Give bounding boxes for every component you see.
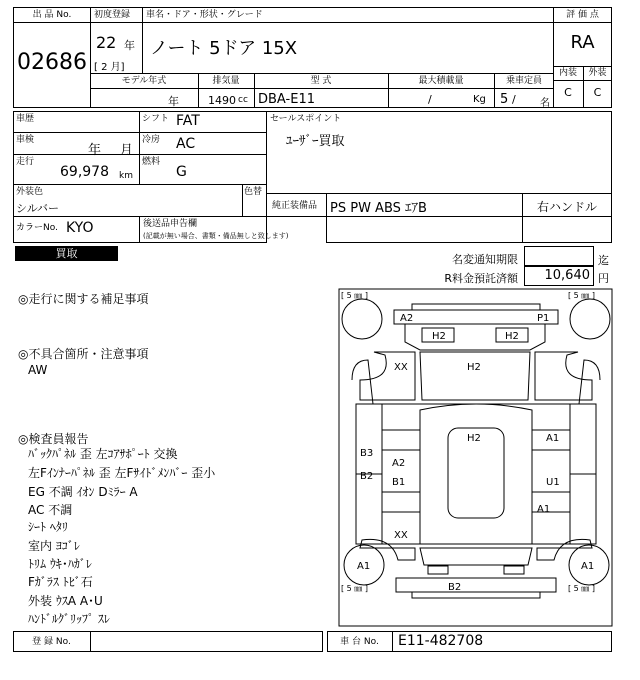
mark-right-rear-a1: A1 [537,504,551,515]
ac-value: AC [176,136,196,152]
sales-point-text: ﾕｰｻﾞｰ買取 [286,134,345,149]
history-label: 車歴 [16,114,35,124]
purchase-banner: 買取 [15,246,118,261]
color-no: KYO [66,220,94,236]
handle-side: 右ハンドル [536,200,597,214]
inspection-month: 月 [120,143,134,158]
lot-no-label: 出 品 No. [32,10,72,20]
report-line: 左Fｲﾝﾅｰﾊﾟﾈﾙ 歪 左Fｻｲﾄﾞﾒﾝﾊﾞｰ 歪小 [28,466,216,480]
inspection-label: 車検 [16,135,35,145]
mark-fender-xx: XX [394,362,408,373]
capacity-label: 乗車定員 [505,76,542,86]
tire-depth-front-left: [ 5 ㎜ ] [341,291,368,300]
chassis-no-label: 車 台 No. [340,637,379,647]
color-change-label: 色替 [244,187,263,197]
report-line: 室内 ﾖｺﾞﾚ [28,539,80,553]
front-fender-left [360,352,415,400]
equipment-items: PS PW ABS ｴｱB [330,201,427,216]
driving-notes-label: ◎走行に関する補足事項 [18,292,149,306]
report-line: ﾊﾞｯｸﾊﾟﾈﾙ 歪 左ｺｱｻﾎﾟｰﾄ 交換 [28,447,178,461]
recycle-value: 10,640 [544,268,590,283]
shift-value: FAT [176,113,200,129]
ac-label: 冷房 [142,135,161,145]
recycle-label: R料金預託済額 [444,272,518,285]
reg-no-label: 登 録 No. [32,637,71,647]
report-line: ｼｰﾄ ﾍﾀﾘ [28,520,68,534]
car-damage-diagram [338,288,614,628]
front-fender-right [535,352,592,400]
mark-u1: U1 [546,477,560,488]
tire-depth-rear-left: [ 5 ㎜ ] [341,584,368,593]
capacity-slash: / [512,93,516,106]
notice-field [524,246,594,266]
front-bumper [394,310,558,324]
fuel-value: G [176,164,187,180]
model-year-label: モデル年式 [121,76,167,86]
mark-rear-xx: XX [394,530,408,541]
hood [420,352,530,400]
chassis-no: E11-482708 [398,633,484,649]
grade-value: RA [570,32,595,53]
notice-label: 名変通知期限 [452,253,518,266]
inspection-year: 年 [88,143,102,158]
mark-roof-h2: H2 [467,433,481,444]
mark-wheel-left-a1: A1 [357,561,371,572]
capacity: 5 [500,92,509,107]
shift-label: シフト [142,114,170,124]
report-line: EG 不調 ｲｵﾝ Dﾐﾗｰ A [28,485,138,499]
defect-notes-text: AW [28,363,48,377]
model-label: 車名・ドア・形状・グレード [146,10,263,20]
roof [420,404,532,544]
mileage-unit: km [119,171,133,181]
report-line: ﾄﾘﾑ ｳｷ･ﾊｶﾞﾚ [28,557,92,571]
tire-depth-rear-right: [ 5 ㎜ ] [568,584,595,593]
mark-b3: B3 [360,448,374,459]
notice-unit: 迄 [598,254,609,267]
model-year-unit: 年 [168,95,179,108]
max-load-slash: / [428,93,432,106]
fuel-label: 燃料 [142,157,161,167]
type-label: 型 式 [310,76,332,86]
mark-front-bumper-p1: P1 [537,313,550,324]
displacement-label: 排気量 [212,76,240,86]
mark-right-front-a1: A1 [546,433,560,444]
interior-label: 内装 [558,68,577,78]
report-line: 外装 ｳｽA A･U [28,594,103,608]
doc-label: 後送品申告欄 [143,219,198,229]
lot-no: 02686 [17,50,87,75]
sales-point-label: セールスポイント [270,114,342,124]
reg-month: [ 2 月] [94,62,125,73]
rear-fender-right [537,539,592,560]
mark-headlamp-left-h2: H2 [432,331,446,342]
exterior-grade: C [593,86,602,99]
mileage-label: 走行 [16,157,35,167]
grade-label: 評 価 点 [566,10,599,20]
mark-door-a2: A2 [392,458,406,469]
equipment-label: 純正装備品 [272,201,318,211]
tire-front-left [342,299,382,339]
displacement: 1490 [208,94,236,107]
mark-b2: B2 [360,471,374,482]
report-line: Fｶﾞﾗｽ ﾄﾋﾞ石 [28,575,93,589]
tire-depth-front-right: [ 5 ㎜ ] [568,291,595,300]
reg-year-unit: 年 [124,39,135,52]
type-value: DBA-E11 [258,92,315,107]
rear-bumper [396,578,556,592]
tail-lamp-left [428,566,448,574]
displacement-unit: cc [238,95,248,105]
max-load-unit: Kg [473,94,486,105]
mark-rear-bumper-b2: B2 [448,582,462,593]
tire-front-right [570,299,610,339]
first-reg-label: 初度登録 [94,10,131,20]
reg-year: 22 [96,33,117,52]
report-line: AC 不調 [28,503,73,517]
rear-fender-left [360,539,415,560]
report-line: ﾊﾝﾄﾞﾙｸﾞﾘｯﾌﾟ ｽﾚ [28,612,110,626]
max-load-label: 最大積載量 [418,76,464,86]
doc-note: (記載が無い場合、書類・備品無しと致します) [143,232,289,240]
defect-notes-label: ◎不具合箇所・注意事項 [18,347,149,361]
interior-grade: C [564,86,572,99]
capacity-unit: 名 [540,98,550,109]
mark-b1: B1 [392,477,406,488]
color-value: シルバー [16,202,59,215]
mark-wheel-right-a1: A1 [581,561,595,572]
color-no-label: カラーNo. [16,223,58,233]
color-label: 外装色 [16,187,44,197]
tail-lamp-right [504,566,524,574]
mark-front-bumper-a2: A2 [400,313,414,324]
inspector-report-label: ◎検査員報告 [18,432,89,446]
cabin-outline [356,404,596,544]
recycle-unit: 円 [598,272,609,285]
mileage-value: 69,978 [60,164,109,180]
model-name: ノート 5ドア 15X [150,38,298,59]
mark-hood-h2: H2 [467,362,481,373]
mark-headlamp-right-h2: H2 [505,331,519,342]
exterior-label: 外装 [588,68,607,78]
rear-gate [420,548,532,565]
